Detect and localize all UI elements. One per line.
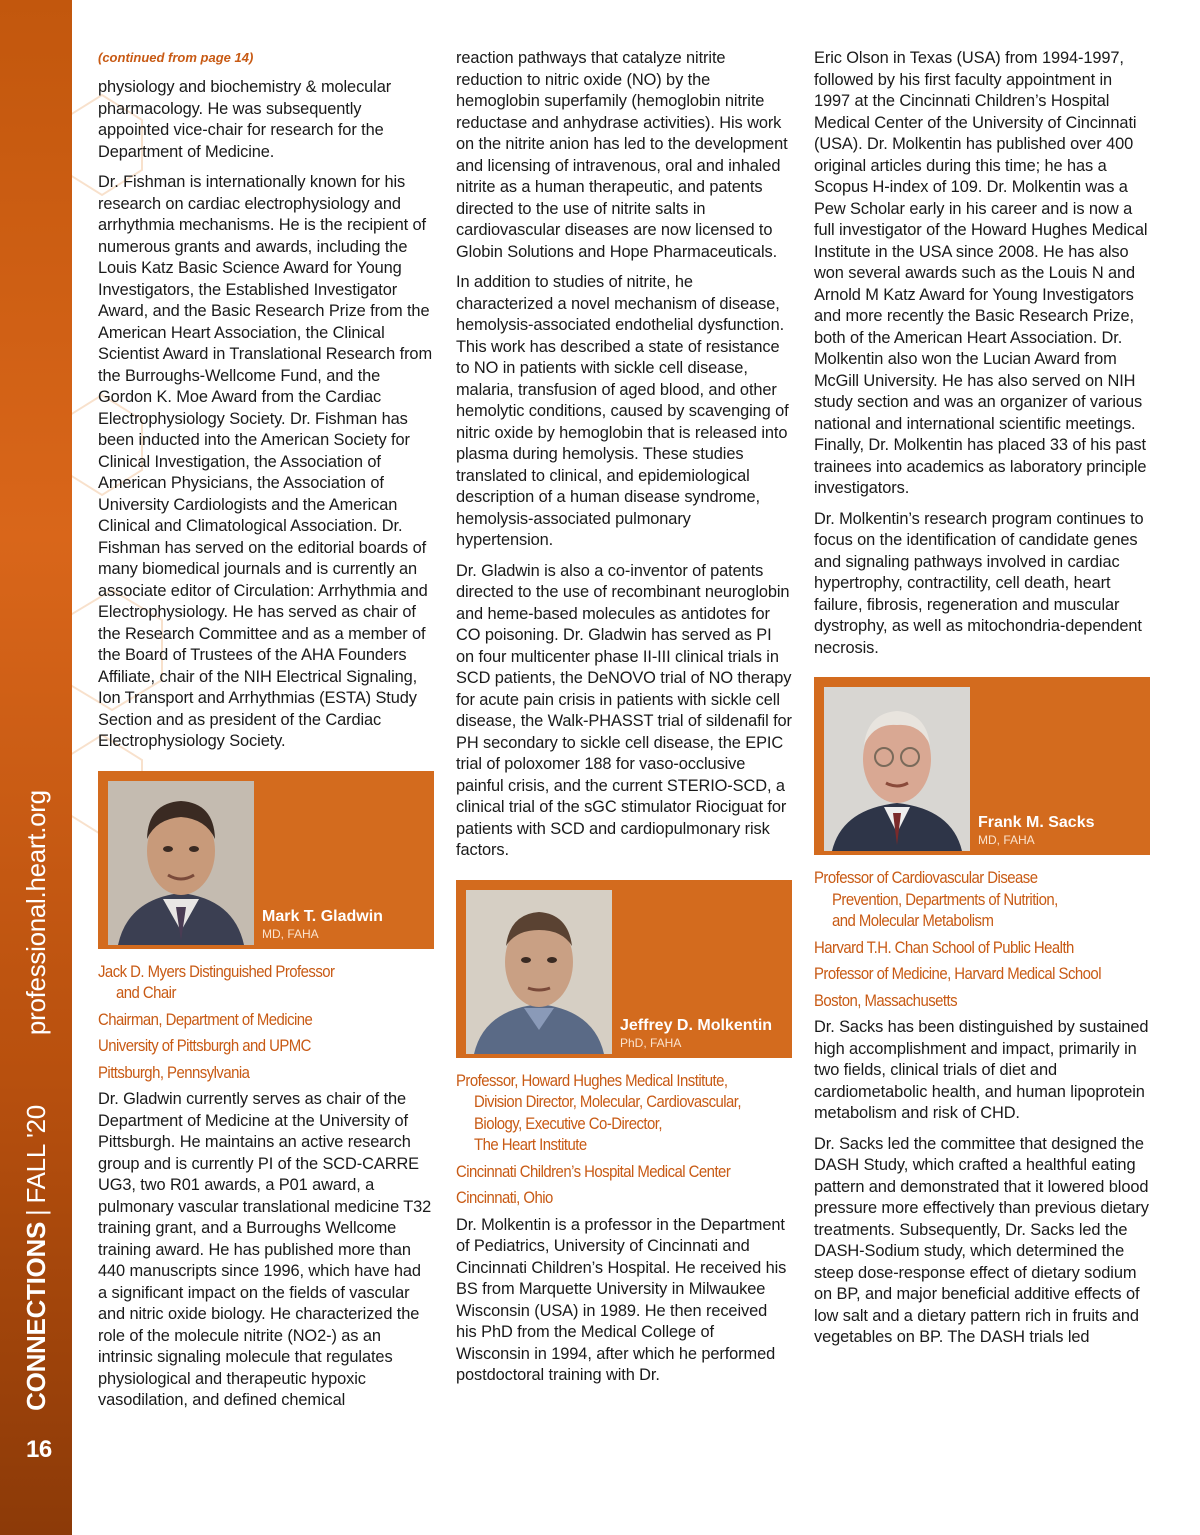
issue-label: FALL '20 <box>20 1104 51 1204</box>
person-credentials: MD, FAHA <box>262 926 319 941</box>
person-name: Mark T. Gladwin <box>262 907 383 925</box>
affiliation-line: Pittsburgh, Pennsylvania <box>98 1062 250 1082</box>
page-number: 16 <box>26 1436 52 1463</box>
affiliation-line: Jack D. Myers Distinguished Professor <box>98 961 335 981</box>
affiliation-line: University of Pittsburgh and UPMC <box>98 1036 311 1055</box>
affiliation-line: Division Director, Molecular, Cardiovascular, <box>474 1092 742 1111</box>
paragraph: Dr. Molkentin’s research program continues to focus on the identification of candidate genes and signaling pathways involved in cardiac hypertrophy, contractility, cell death, heart failure, fibrosis, regeneration and muscular dystrophy, as well as mitochondria-dependent necrosis. <box>814 509 1144 657</box>
portrait-photo <box>824 687 970 851</box>
profile-card-molkentin <box>456 880 792 1058</box>
affiliation-line: Cincinnati, Ohio <box>456 1188 553 1207</box>
person-name: Jeffrey D. Molkentin <box>620 1016 773 1034</box>
affiliation-list <box>456 1070 792 1209</box>
name-block <box>978 814 1095 847</box>
paragraph: reaction pathways that catalyze nitrite reduction to nitric oxide (NO) by the hemoglobin superfamily (hemoglobin nitrite reductase and anhydrase activities). His work on the nitrite anion has led to the development and licensing of intravenous, oral and inhaled nitrite as a human therapeutic, and patents directed to the use of nitrite salts in cardiovascular diseases are now licensed to Globin Solutions and Hope Pharmaceuticals. <box>456 49 788 261</box>
affiliation-line: Boston, Massachusetts <box>814 990 958 1010</box>
affiliation-list <box>98 961 434 1084</box>
column-2 <box>456 48 792 1396</box>
side-band <box>0 0 72 1535</box>
affiliation-line: Harvard T.H. Chan School of Public Health <box>814 937 1074 957</box>
bio-paragraph: Dr. Sacks has been distinguished by sustained high accomplishment and impact, primarily in two fields, clinical trials of diet and cardiometabolic health, and human lipoprotein metabolism and risk of CHD. <box>814 1018 1149 1122</box>
column-1 <box>98 48 434 1421</box>
affiliation-line: Biology, Executive Co-Director, <box>474 1113 663 1133</box>
affiliation-line: and Chair <box>116 983 176 1002</box>
publication-name: CONNECTIONS <box>20 1221 51 1411</box>
site-url[interactable]: professional.heart.org <box>20 789 51 1035</box>
affiliation-line: Professor of Cardiovascular Disease <box>814 868 1038 887</box>
bio-paragraph: Dr. Gladwin currently serves as chair of the Department of Medicine at the University of Pittsburgh. He maintains an active research group and is currently PI of the SCD-CARRE UG3, two R01 awards, a P01 award, a pulmonary vascular translational medicine T32 training grant, and a Burroughs Wellcome training award. He has published more than 440 manuscripts since 1996, which have had a significant impact on the fields of vascular and nitric oxide biology. He characterized the role of the molecule nitrite (NO2-) as an intrinsic signaling molecule that regulates physiological and therapeutic hypoxic vasodilation, and defined chemical <box>98 1090 432 1409</box>
paragraph: physiology and biochemistry & molecular pharmacology. He was subsequently appointed vice-chair for research for the Department of Medicine. <box>98 78 392 161</box>
portrait-photo <box>466 890 612 1054</box>
name-block <box>620 1017 772 1050</box>
separator: | <box>20 1209 51 1216</box>
affiliation-line: Cincinnati Children’s Hospital Medical Center <box>456 1161 731 1181</box>
paragraph: Dr. Gladwin is also a co-inventor of patents directed to the use of recombinant neuroglobin and heme-based molecules as antidotes for CO poisoning. Dr. Gladwin has served as PI on four multicenter phase II-III clinical trials in SCD patients, the DeNOVO trial of NO therapy for acute pain crisis in patients with sickle cell disease, the Walk-PHASST trial of sildenafil for PH secondary to sickle cell disease, the EPIC trial of poloxomer 188 for vaso-occlusive painful crisis, and the current STERIO-SCD, a clinical trial of the sGC stimulator Riociguat for patients with SCD and cardiopulmonary risk factors. <box>456 561 792 859</box>
person-name: Frank M. Sacks <box>978 814 1095 831</box>
paragraph: In addition to studies of nitrite, he characterized a novel mechanism of disease, hemolysis-associated endothelial dysfunction. This work has described a state of resistance to NO in patients with sickle cell disease, malaria, transfusion of aged blood, and other hemolytic conditions, caused by scavenging of nitric oxide by hemoglobin that is released into plasma during hemolysis. These studies translated to clinical, and epidemiological description of a human disease syndrome, hemolysis-associated pulmonary hypertension. <box>456 273 789 549</box>
affiliation-line: The Heart Institute <box>474 1135 587 1154</box>
person-credentials: PhD, FAHA <box>620 1035 682 1050</box>
person-credentials: MD, FAHA <box>978 833 1035 847</box>
side-running-head <box>14 770 58 1430</box>
profile-card-gladwin <box>98 771 434 949</box>
column-3 <box>814 48 1150 1358</box>
bio-paragraph: Dr. Molkentin is a professor in the Department of Pediatrics, University of Cincinnati and Cincinnati Children’s Hospital. He received his BS from Marquette University in Milwaukee Wisconsin (USA) in 1989. He then received his PhD from the Medical College of Wisconsin in 1994, after which he performed postdoctoral training with Dr. <box>456 1215 787 1384</box>
paragraph: Eric Olson in Texas (USA) from 1994-1997, followed by his first faculty appointment in 1997 at the Cincinnati Children’s Hospital Medical Center of the University of Cincinnati (USA). Dr. Molkentin has published over 400 original articles during this time; he has a Scopus H-index of 109. Dr. Molkentin was a Pew Scholar early in his career and is now a full investigator of the Howard Hughes Medical Institute in the USA since 2008. He has also won several awards such as the Louis N and Arnold M Katz Award for Young Investigators and more recently the Basic Research Prize, both of the American Heart Association. Dr. Molkentin also won the Lucian Award from McGill University. He has also served on NIH study section and was an organizer of various national and international scientific meetings. Finally, Dr. Molkentin has placed 33 of his past trainees into academics as laboratory principle investigators. <box>814 49 1148 497</box>
portrait-photo <box>108 781 254 945</box>
profile-card-sacks <box>814 677 1150 855</box>
affiliation-line: Prevention, Departments of Nutrition, <box>832 889 1058 909</box>
affiliation-line: Professor, Howard Hughes Medical Institute, <box>456 1070 728 1090</box>
affiliation-line: and Molecular Metabolism <box>832 911 994 930</box>
paragraph: Dr. Fishman is internationally known for his research on cardiac electrophysiology and arrhythmia mechanisms. He is the recipient of numerous grants and awards, including the Louis Katz Basic Science Award for Young Investigators, the Established Investigator Award, and the Basic Research Prize from the American Heart Association, the Clinical Scientist Award in Translational Research from the Burroughs-Wellcome Fund, and the Gordon K. Moe Award from the Cardiac Electrophysiology Society. Dr. Fishman has been inducted into the American Society for Clinical Investigation, the Association of American Physicians, the Association of University Cardiologists and the American Clinical and Climatological Association. Dr. Fishman has served on the editorial boards of many biomedical journals and is currently an associate editor of Circulation: Arrhythmia and Electrophysiology. He has served as chair of the Research Committee and as a member of the Board of Trustees of the AHA Founders Affiliate, chair of the NIH Electrical Signaling, Ion Transport and Arrhythmias (ESTA) Study Section and as president of the Cardiac Electrophysiology Society. <box>98 173 432 750</box>
affiliation-line: Professor of Medicine, Harvard Medical School <box>814 964 1101 983</box>
bio-paragraph: Dr. Sacks led the committee that designed the DASH Study, which crafted a healthful eating pattern and demonstrated that it lowered blood pressure more effectively than previous dietary treatments. Subsequently, Dr. Sacks led the DASH-Sodium study, which determined the steep dose-response effect of dietary sodium on BP, and major beneficial additive effects of low salt and a dietary pattern rich in fruits and vegetables on BP. The DASH trials led <box>814 1134 1149 1346</box>
affiliation-line: Chairman, Department of Medicine <box>98 1009 313 1029</box>
affiliation-list <box>814 867 1150 1011</box>
continued-note: (continued from page 14) <box>98 50 254 65</box>
name-block <box>262 908 383 941</box>
